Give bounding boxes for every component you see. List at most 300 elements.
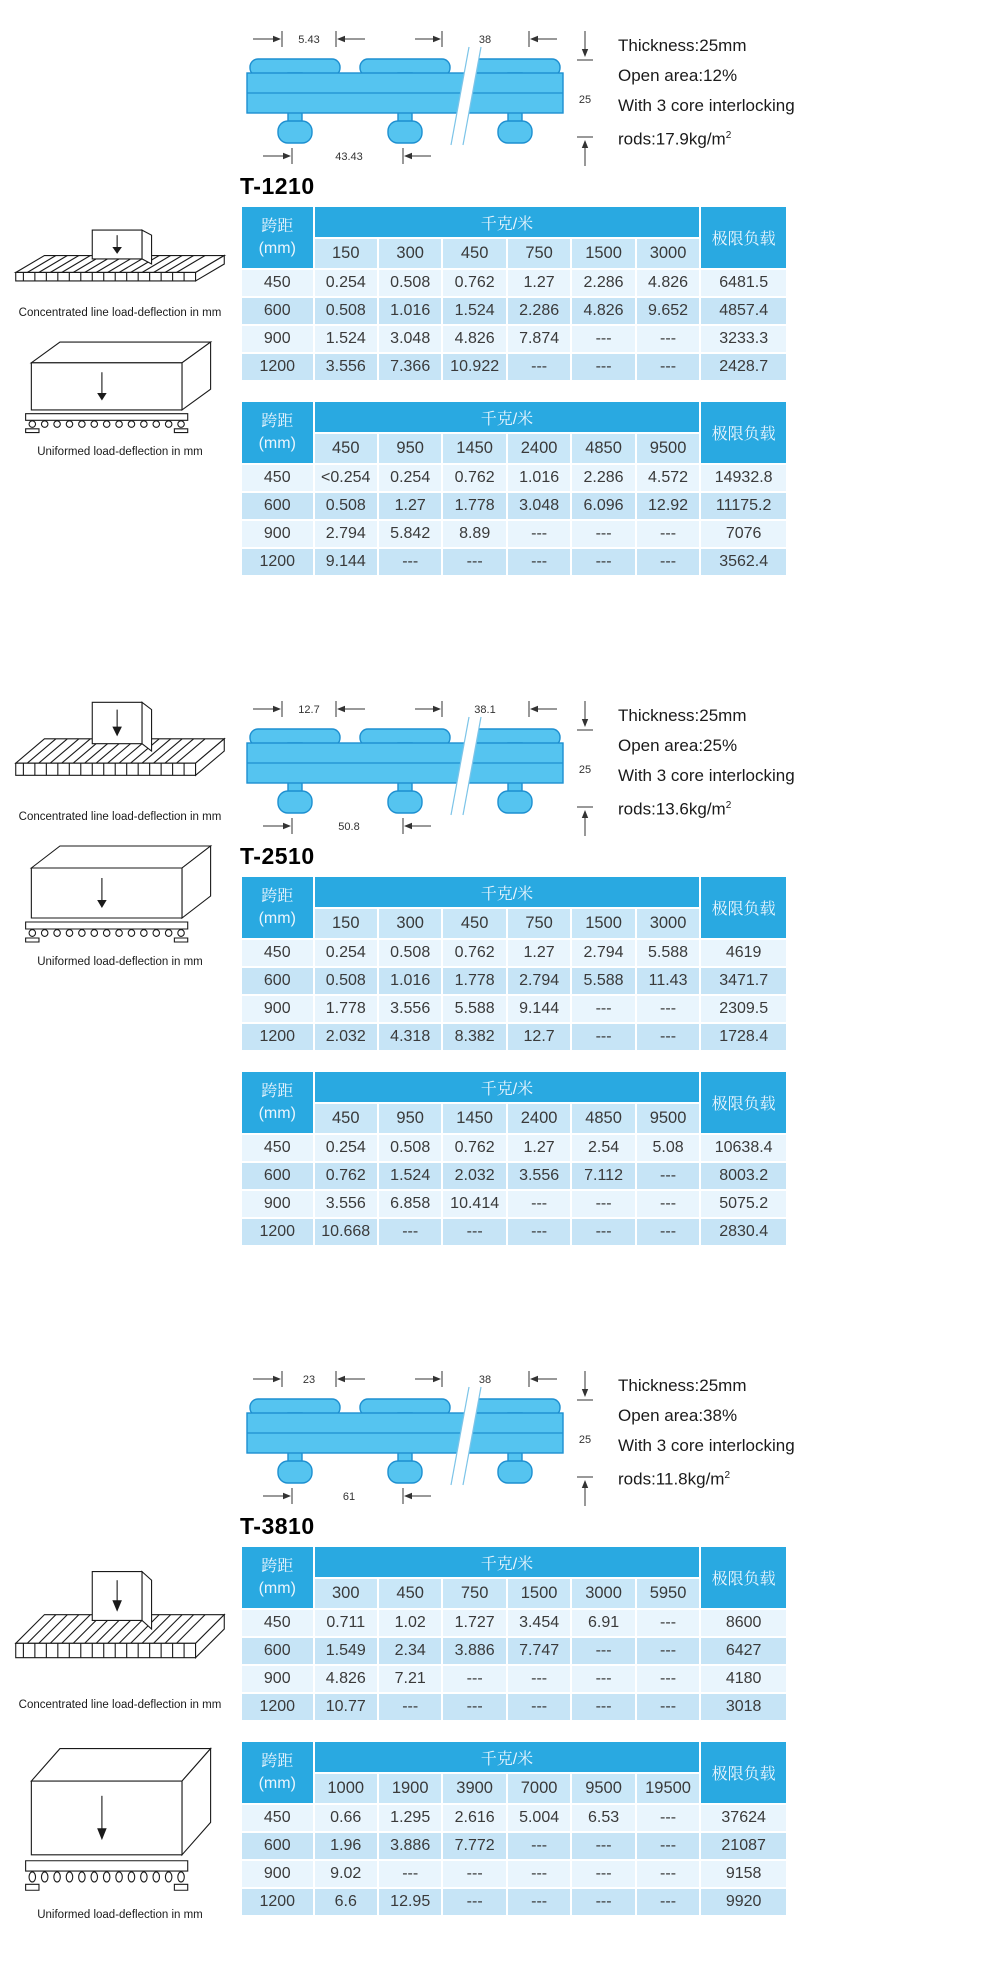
span-cell: 900 [242,996,313,1022]
deflection-cell: 0.254 [379,465,441,491]
spec-open-area: Open area:25% [618,736,738,755]
grating-with-uniform-load-sketch [25,846,210,942]
uniform-load-table [240,1740,788,1917]
table-row [242,1666,786,1692]
deflection-cell: 0.762 [315,1163,377,1189]
spec-info [618,1371,795,1495]
deflection-cell: 1.524 [379,1163,441,1189]
load-column-header: 4850 [572,1104,634,1133]
deflection-cell: 2.032 [443,1163,505,1189]
dim-thickness: 25 [578,764,592,776]
cross-section-diagram [233,1363,605,1515]
deflection-cell: 0.762 [443,465,505,491]
ultimate-load-cell: 3018 [701,1694,786,1720]
deflection-cell: 12.7 [508,1024,570,1050]
deflection-cell: 12.92 [637,493,700,519]
deflection-cell: 7.112 [572,1163,634,1189]
span-cell: 900 [242,326,313,352]
deflection-cell: --- [637,1805,700,1831]
deflection-cell: 1.778 [443,968,505,994]
span-cell: 600 [242,298,313,324]
load-column-header: 1500 [572,239,634,268]
dim-flange-pitch: 38.1 [474,704,496,716]
span-header-cell [242,877,313,938]
load-column-header: 300 [379,239,441,268]
ultimate-load-cell: 6481.5 [701,270,786,296]
deflection-cell: --- [572,996,634,1022]
ultimate-load-cell: 9158 [701,1861,786,1887]
deflection-cell: 0.508 [315,968,377,994]
deflection-cell: --- [443,1219,505,1245]
span-header-cell [242,402,313,463]
dim-flange-pitch: 38 [478,34,492,46]
load-column-header: 950 [379,1104,441,1133]
load-column-header: 5950 [637,1579,700,1608]
ultimate-load-cell: 8600 [701,1610,786,1636]
ultimate-load-header: 极限负载 [701,1742,786,1803]
table-row [242,968,786,994]
grating-profile-shape [247,729,563,813]
table-row [242,1638,786,1664]
deflection-cell: 11.43 [637,968,700,994]
deflection-cell: --- [572,1024,634,1050]
deflection-cell: 4.572 [637,465,700,491]
deflection-cell: 1.016 [379,298,441,324]
deflection-cell: 2.032 [315,1024,377,1050]
table-row [242,1219,786,1245]
concentrated-caption: Concentrated line load-deflection in mm [18,307,222,319]
concentrated-load-table [240,1545,788,1722]
deflection-cell: --- [379,1694,441,1720]
deflection-cell: --- [572,1861,634,1887]
ultimate-load-cell: 2428.7 [701,354,786,380]
span-cell: 900 [242,1666,313,1692]
ultimate-load-cell: 37624 [701,1805,786,1831]
table-row [242,1024,786,1050]
deflection-cell: --- [572,521,634,547]
load-per-meter-header: 千克/米 [315,1742,700,1772]
span-header-line2: (mm) [258,909,296,927]
load-per-meter-header: 千克/米 [315,1072,700,1102]
ultimate-load-cell: 4619 [701,940,786,966]
spec-weight-superscript: 2 [725,130,732,141]
cross-section-svg [233,1363,605,1515]
cross-section-svg [233,23,605,175]
deflection-cell: 5.588 [572,968,634,994]
deflection-cell: 4.826 [443,326,505,352]
ultimate-load-cell: 21087 [701,1833,786,1859]
spec-weight-text: rods:17.9kg/m [618,129,726,149]
deflection-cell: 5.004 [508,1805,570,1831]
table-row [242,1610,786,1636]
deflection-cell: 2.616 [443,1805,505,1831]
deflection-cell: 10.922 [443,354,505,380]
deflection-cell: 3.556 [315,1191,377,1217]
ultimate-load-cell: 7076 [701,521,786,547]
load-column-header: 19500 [637,1774,700,1803]
table-row [242,354,786,380]
spec-open-area: Open area:38% [618,1406,738,1425]
spec-weight-text: rods:13.6kg/m [618,799,726,819]
load-column-header: 950 [379,434,441,463]
spec-thickness: Thickness:25mm [618,706,747,725]
ultimate-load-cell: 3471.7 [701,968,786,994]
deflection-cell: 5.08 [637,1135,700,1161]
span-cell: 600 [242,1833,313,1859]
deflection-cell: 0.508 [379,270,441,296]
deflection-cell: --- [637,1191,700,1217]
grating-with-uniform-load-sketch [25,342,210,432]
concentrated-load-svg [10,695,230,807]
ultimate-load-header: 极限负载 [701,1072,786,1133]
deflection-cell: 10.668 [315,1219,377,1245]
span-header-cell [242,1742,313,1803]
ultimate-load-header: 极限负载 [701,207,786,268]
table-header-row [242,1547,786,1577]
deflection-cell: 9.02 [315,1861,377,1887]
span-header-cell [242,207,313,268]
deflection-cell: 5.588 [443,996,505,1022]
span-cell: 450 [242,1135,313,1161]
load-column-header: 1450 [443,1104,505,1133]
product-section [0,15,1000,675]
deflection-cell: --- [637,1163,700,1189]
deflection-cell: 5.842 [379,521,441,547]
deflection-cell: --- [637,1219,700,1245]
load-column-header: 450 [315,1104,377,1133]
span-cell: 1200 [242,354,313,380]
deflection-cell: 9.144 [508,996,570,1022]
dim-rib-pitch: 50.8 [338,821,360,833]
ultimate-load-header: 极限负载 [701,402,786,463]
span-header-line1: 跨距 [261,1557,294,1575]
concentrated-load-diagram [6,695,234,823]
span-cell: 900 [242,521,313,547]
concentrated-load-diagram [6,1563,234,1711]
deflection-cell: 12.95 [379,1889,441,1915]
uniform-load-svg [18,327,223,442]
table-header-row [242,402,786,432]
dim-top-flange-width: 12.7 [298,704,320,716]
ultimate-load-cell: 1728.4 [701,1024,786,1050]
ultimate-load-cell: 10638.4 [701,1135,786,1161]
table-row [242,298,786,324]
deflection-cell: 2.54 [572,1135,634,1161]
span-cell: 900 [242,1861,313,1887]
span-cell: 450 [242,1805,313,1831]
deflection-cell: --- [379,1219,441,1245]
uniform-load-diagram [6,830,234,968]
span-header-line1: 跨距 [261,1082,294,1100]
load-column-header: 2400 [508,1104,570,1133]
spec-open-area: Open area:12% [618,66,738,85]
table-row [242,1833,786,1859]
deflection-cell: 1.27 [508,940,570,966]
grating-with-uniform-load-sketch [25,1749,210,1891]
deflection-cell: 1.295 [379,1805,441,1831]
load-per-meter-header: 千克/米 [315,207,700,237]
deflection-cell: --- [508,1861,570,1887]
span-header-line1: 跨距 [261,412,294,430]
span-header-line2: (mm) [258,1104,296,1122]
span-cell: 1200 [242,1889,313,1915]
deflection-cell: 2.286 [572,270,634,296]
deflection-cell: 1.96 [315,1833,377,1859]
deflection-cell: --- [637,354,700,380]
load-column-header: 9500 [637,1104,700,1133]
load-column-header: 1000 [315,1774,377,1803]
deflection-cell: 3.048 [508,493,570,519]
cross-section-diagram [233,23,605,175]
table-header-row [242,877,786,907]
deflection-cell: --- [637,326,700,352]
span-cell: 600 [242,968,313,994]
deflection-cell: --- [637,521,700,547]
deflection-cell: --- [508,1219,570,1245]
deflection-cell: --- [508,549,570,575]
concentrated-caption: Concentrated line load-deflection in mm [18,1699,222,1711]
dim-top-flange-width: 5.43 [298,34,320,46]
span-header-cell [242,1547,313,1608]
deflection-cell: 1.27 [508,1135,570,1161]
deflection-cell: 0.508 [379,1135,441,1161]
span-header-line2: (mm) [258,434,296,452]
ultimate-load-cell: 14932.8 [701,465,786,491]
deflection-cell: 8.382 [443,1024,505,1050]
ultimate-load-cell: 4857.4 [701,298,786,324]
load-column-header: 150 [315,909,377,938]
load-column-header: 1450 [443,434,505,463]
dim-thickness: 25 [578,1434,592,1446]
deflection-cell: 2.794 [572,940,634,966]
span-cell: 600 [242,493,313,519]
deflection-cell: 9.144 [315,549,377,575]
deflection-cell: 10.414 [443,1191,505,1217]
spec-weight-superscript: 2 [724,1470,731,1481]
deflection-cell: 0.762 [443,1135,505,1161]
deflection-cell: 8.89 [443,521,505,547]
concentrated-load-table [240,875,788,1052]
cross-section-svg [233,693,605,845]
deflection-cell: 1.778 [443,493,505,519]
load-column-header: 300 [379,909,441,938]
deflection-cell: --- [508,1666,570,1692]
load-column-header: 450 [443,909,505,938]
uniform-load-svg [18,830,223,952]
load-column-header: 2400 [508,434,570,463]
deflection-cell: --- [637,549,700,575]
dim-top-flange-width: 23 [302,1374,316,1386]
load-column-header: 450 [315,434,377,463]
grating-with-line-load-sketch [16,1572,225,1658]
deflection-cell: 4.826 [315,1666,377,1692]
dim-flange-pitch: 38 [478,1374,492,1386]
deflection-cell: 0.254 [315,270,377,296]
spec-weight [618,791,795,825]
deflection-cell: 1.27 [508,270,570,296]
deflection-cell: 1.02 [379,1610,441,1636]
deflection-cell: 7.874 [508,326,570,352]
grating-with-line-load-sketch [16,702,225,775]
spec-info [618,31,795,155]
deflection-cell: 7.772 [443,1833,505,1859]
deflection-cell: --- [572,1191,634,1217]
table-header-row [242,1072,786,1102]
deflection-cell: 3.048 [379,326,441,352]
deflection-cell: --- [637,996,700,1022]
table-header-row [242,1742,786,1772]
deflection-cell: 0.254 [315,940,377,966]
deflection-cell: --- [443,1694,505,1720]
table-row [242,1163,786,1189]
span-header-line2: (mm) [258,239,296,257]
deflection-cell: --- [637,1694,700,1720]
ultimate-load-cell: 9920 [701,1889,786,1915]
deflection-cell: --- [572,549,634,575]
concentrated-load-svg [10,225,230,303]
load-column-header: 150 [315,239,377,268]
span-cell: 900 [242,1191,313,1217]
concentrated-load-table [240,205,788,382]
ultimate-load-header: 极限负载 [701,1547,786,1608]
deflection-cell: --- [572,326,634,352]
deflection-cell: 2.794 [315,521,377,547]
deflection-cell: --- [508,354,570,380]
grating-profile-shape [247,1399,563,1483]
ultimate-load-cell: 6427 [701,1638,786,1664]
load-column-header: 450 [379,1579,441,1608]
deflection-cell: 1.27 [379,493,441,519]
table-row [242,996,786,1022]
deflection-cell: 2.794 [508,968,570,994]
deflection-cell: 1.778 [315,996,377,1022]
uniform-caption: Uniformed load-deflection in mm [37,1909,203,1921]
load-column-header: 750 [508,909,570,938]
deflection-cell: 2.286 [572,465,634,491]
table-header-row [242,207,786,237]
span-cell: 450 [242,465,313,491]
deflection-cell: --- [443,549,505,575]
concentrated-load-diagram [6,225,234,319]
ultimate-load-cell: 5075.2 [701,1191,786,1217]
spec-interlocking: With 3 core interlocking [618,1436,795,1455]
deflection-cell: 0.762 [443,270,505,296]
deflection-cell: 4.826 [572,298,634,324]
spec-weight-superscript: 2 [725,800,732,811]
span-cell: 450 [242,940,313,966]
table-row [242,1805,786,1831]
cross-section-diagram [233,693,605,845]
deflection-cell: --- [637,1638,700,1664]
deflection-cell: 3.886 [379,1833,441,1859]
deflection-cell: --- [572,1889,634,1915]
load-column-header: 7000 [508,1774,570,1803]
load-column-header: 3000 [637,239,700,268]
span-header-line1: 跨距 [261,887,294,905]
span-cell: 600 [242,1638,313,1664]
load-column-header: 9500 [572,1774,634,1803]
deflection-cell: 4.826 [637,270,700,296]
deflection-cell: 1.524 [315,326,377,352]
ultimate-load-header: 极限负载 [701,877,786,938]
spec-thickness: Thickness:25mm [618,36,747,55]
deflection-cell: --- [572,1666,634,1692]
deflection-cell: 3.886 [443,1638,505,1664]
dim-rib-pitch: 61 [342,1491,356,1503]
load-column-header: 4850 [572,434,634,463]
deflection-cell: 2.286 [508,298,570,324]
table-row [242,549,786,575]
deflection-cell: --- [443,1889,505,1915]
spec-interlocking: With 3 core interlocking [618,766,795,785]
table-row [242,493,786,519]
deflection-cell: 1.016 [508,465,570,491]
span-header-line1: 跨距 [261,217,294,235]
deflection-cell: --- [508,1694,570,1720]
spec-weight-text: rods:11.8kg/m [618,1469,725,1489]
deflection-cell: 7.21 [379,1666,441,1692]
deflection-cell: 7.747 [508,1638,570,1664]
ultimate-load-cell: 11175.2 [701,493,786,519]
table-row [242,326,786,352]
uniform-caption: Uniformed load-deflection in mm [37,446,203,458]
spec-weight [618,1461,795,1495]
deflection-cell: --- [572,1219,634,1245]
deflection-cell: --- [637,1610,700,1636]
ultimate-load-cell: 8003.2 [701,1163,786,1189]
deflection-cell: 3.556 [315,354,377,380]
deflection-cell: --- [637,1666,700,1692]
load-column-header: 3900 [443,1774,505,1803]
deflection-cell: 0.508 [315,298,377,324]
ultimate-load-cell: 4180 [701,1666,786,1692]
deflection-cell: 10.77 [315,1694,377,1720]
span-header-cell [242,1072,313,1133]
spec-thickness: Thickness:25mm [618,1376,747,1395]
table-row [242,1694,786,1720]
deflection-cell: <0.254 [315,465,377,491]
span-cell: 450 [242,1610,313,1636]
deflection-cell: --- [508,1889,570,1915]
uniform-caption: Uniformed load-deflection in mm [37,956,203,968]
deflection-cell: 3.556 [508,1163,570,1189]
product-section [0,1355,1000,1987]
deflection-cell: 6.096 [572,493,634,519]
span-header-line1: 跨距 [261,1752,294,1770]
deflection-cell: 9.652 [637,298,700,324]
deflection-cell: 4.318 [379,1024,441,1050]
spec-interlocking: With 3 core interlocking [618,96,795,115]
deflection-cell: 1.549 [315,1638,377,1664]
ultimate-load-cell: 3233.3 [701,326,786,352]
load-column-header: 9500 [637,434,700,463]
deflection-cell: 6.91 [572,1610,634,1636]
deflection-cell: --- [637,1861,700,1887]
span-cell: 1200 [242,1219,313,1245]
deflection-cell: 1.727 [443,1610,505,1636]
span-header-line2: (mm) [258,1774,296,1792]
deflection-cell: 3.454 [508,1610,570,1636]
uniform-load-svg [18,1725,223,1905]
uniform-load-diagram [6,327,234,458]
spec-info [618,701,795,825]
deflection-cell: 0.711 [315,1610,377,1636]
span-cell: 450 [242,270,313,296]
concentrated-load-svg [10,1563,230,1695]
load-column-header: 450 [443,239,505,268]
deflection-cell: 6.53 [572,1805,634,1831]
dim-rib-pitch: 43.43 [335,151,363,163]
